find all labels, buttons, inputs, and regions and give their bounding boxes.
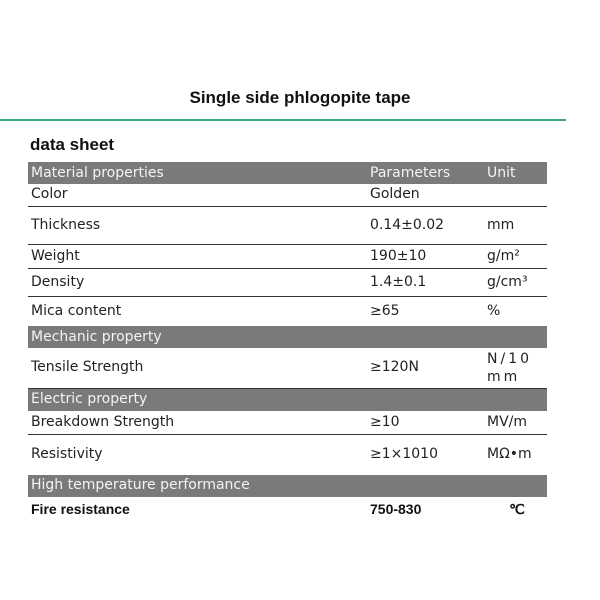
row-property: Tensile Strength — [28, 348, 367, 388]
row-property: Density — [28, 268, 367, 296]
table-row — [28, 206, 547, 244]
row-parameter: 190±10 — [367, 244, 484, 268]
header-property-label: Material properties — [28, 162, 367, 184]
electric-property-header — [28, 388, 547, 411]
section-header-label: High temperature performance — [28, 475, 547, 497]
high-temperature-header — [28, 475, 547, 497]
row-parameter: 750-830 — [370, 501, 422, 517]
table-row — [28, 497, 547, 523]
row-unit: N/10mm — [484, 348, 547, 388]
row-parameter: Golden — [367, 184, 484, 206]
section-subtitle: data sheet — [30, 135, 115, 154]
row-parameter: ≥1×1010 — [370, 446, 438, 463]
header-unit-label: Unit — [484, 162, 547, 184]
row-property: Thickness — [28, 206, 367, 244]
section-header-label: Electric property — [28, 388, 547, 411]
title-divider — [0, 119, 566, 121]
row-unit: MV/m — [484, 411, 547, 435]
row-property: Fire resistance — [31, 501, 130, 517]
row-parameter: ≥65 — [370, 302, 400, 319]
row-property: Resistivity — [31, 446, 103, 463]
table-row — [28, 268, 547, 296]
table-row — [28, 244, 547, 268]
row-property: Breakdown Strength — [28, 411, 367, 435]
row-parameter: ≥120N — [367, 348, 484, 388]
table-row — [28, 296, 547, 326]
table-row — [28, 348, 547, 388]
row-parameter: ≥10 — [367, 411, 484, 435]
table-row — [28, 411, 547, 435]
section-header-label: Mechanic property — [28, 326, 547, 348]
row-unit: g/m² — [484, 244, 547, 268]
row-unit — [484, 184, 547, 206]
table-row — [28, 184, 547, 206]
document-title: Single side phlogopite tape — [189, 88, 411, 107]
row-property: Mica content — [31, 302, 122, 319]
row-unit: MΩ•m — [487, 446, 532, 463]
material-properties-header — [28, 162, 547, 184]
row-property: Weight — [28, 244, 367, 268]
row-unit: % — [487, 302, 501, 319]
data-sheet-table — [28, 162, 547, 523]
row-property: Color — [28, 184, 367, 206]
row-unit: ℃ — [509, 501, 525, 517]
row-unit: mm — [484, 206, 547, 244]
mechanic-property-header — [28, 326, 547, 348]
row-unit: g/cm³ — [484, 268, 547, 296]
row-parameter: 1.4±0.1 — [367, 268, 484, 296]
header-parameters-label: Parameters — [367, 162, 484, 184]
row-parameter: 0.14±0.02 — [367, 206, 484, 244]
table-row — [28, 435, 547, 475]
